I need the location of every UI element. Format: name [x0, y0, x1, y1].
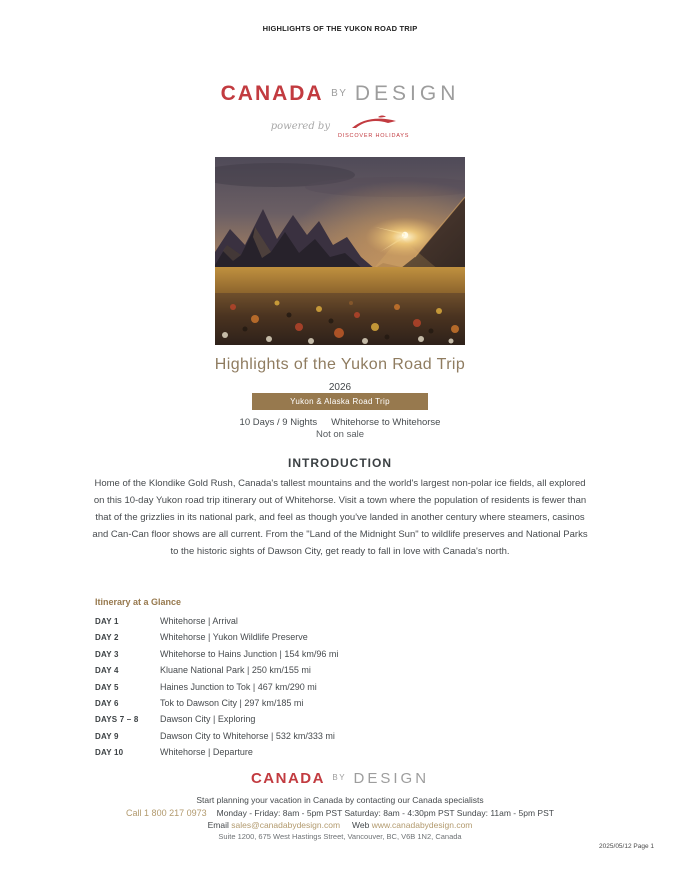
itinerary-row [95, 710, 515, 726]
itinerary-day-label: DAY 1 [95, 617, 119, 626]
itinerary-day-label: DAY 3 [95, 649, 119, 659]
itinerary-day-description: Tok to Dawson City | 297 km/185 mi [160, 697, 304, 708]
itinerary-row [95, 727, 515, 743]
itinerary-day-label: DAYS 7 – 8 [95, 715, 139, 725]
footer-phone-link[interactable]: Call 1 800 217 0973 [126, 808, 207, 818]
footer-contact-line [0, 820, 680, 830]
trip-category-badge: Yukon & Alaska Road Trip [252, 393, 428, 410]
discover-holidays-swoosh-icon [348, 115, 400, 132]
itinerary-row [95, 612, 515, 628]
trip-meta-line [0, 417, 680, 428]
itinerary-day-label: DAY 4 [95, 666, 119, 676]
introduction-paragraph: Home of the Klondike Gold Rush, Canada's tallest mountains and the world's largest non-polar ice fields, all explored on this 10-day Yukon road trip itinerary out of Whitehorse. Visit a town where the population of residents is fewer than that of the grizzlies in its national park, and feel as though you've landed in another century where steamers, casinos and Can-Can floor shows are all current. From the "Land of the Midnight Sun" to wildlife preserves and National Parks to the historic sights of Dawson City, get ready to fall in love with Canada's north. [92, 478, 588, 557]
itinerary-day-description: Dawson City to Whitehorse | 532 km/333 mi [160, 730, 335, 741]
logo-word-canada: CANADA [220, 82, 324, 105]
trip-duration: 10 Days / 9 Nights [239, 417, 318, 428]
itinerary-day-label: DAY 9 [95, 731, 119, 741]
powered-by-row [0, 115, 680, 139]
itinerary-heading: Itinerary at a Glance [95, 597, 182, 607]
discover-holidays-label: DISCOVER HOLIDAYS [337, 133, 410, 139]
itinerary-list [95, 612, 515, 760]
page-footer [0, 770, 680, 841]
itinerary-day-label: DAY 5 [95, 682, 119, 692]
footer-logo-word-by: BY [332, 773, 347, 782]
itinerary-day-description: Whitehorse | Yukon Wildlife Preserve [160, 632, 308, 643]
itinerary-row [95, 661, 515, 677]
itinerary-row [95, 694, 515, 710]
canada-by-design-wordmark [0, 82, 680, 106]
brand-logo [0, 82, 680, 139]
discover-holidays-logo [338, 115, 409, 139]
itinerary-day-description: Haines Junction to Tok | 467 km/290 mi [160, 681, 317, 692]
introduction-heading: INTRODUCTION [288, 456, 392, 470]
page-number-stamp: 2025/05/12 Page 1 [599, 843, 654, 850]
hero-photo-illustration [215, 157, 465, 345]
trip-route: Whitehorse to Whitehorse [331, 417, 441, 428]
itinerary-day-label: DAY 2 [95, 633, 119, 643]
trip-year: 2026 [328, 382, 352, 393]
itinerary-row [95, 678, 515, 694]
logo-word-by: BY [331, 88, 348, 99]
footer-logo-word-canada: CANADA [250, 770, 325, 787]
logo-word-design: DESIGN [354, 82, 460, 105]
footer-web-label: Web [352, 820, 370, 830]
footer-call-line [0, 808, 680, 818]
footer-address: Suite 1200, 675 West Hastings Street, Vancouver, BC, V6B 1N2, Canada [218, 832, 462, 841]
footer-hours: Monday - Friday: 8am - 5pm PST Saturday: 8am - 4:30pm PST Sunday: 11am - 5pm PST [216, 808, 554, 818]
itinerary-day-label: DAY 6 [95, 698, 119, 708]
footer-tagline: Start planning your vacation in Canada by contacting our Canada specialists [196, 795, 484, 805]
itinerary-day-description: Whitehorse | Departure [160, 747, 253, 758]
itinerary-day-description: Whitehorse to Hains Junction | 154 km/96 mi [160, 648, 339, 659]
footer-web-link[interactable]: www.canadabydesign.com [371, 820, 473, 830]
itinerary-day-label: DAY 10 [95, 748, 124, 758]
powered-by-label: powered by [270, 121, 330, 132]
itinerary-row [95, 645, 515, 661]
footer-brand-logo [0, 770, 680, 788]
itinerary-day-description: Whitehorse | Arrival [160, 616, 238, 626]
document-header-title: HIGHLIGHTS OF THE YUKON ROAD TRIP [262, 24, 418, 33]
itinerary-day-description: Kluane National Park | 250 km/155 mi [160, 665, 311, 676]
itinerary-row [95, 743, 515, 759]
hero-photo [215, 157, 465, 345]
trip-title: Highlights of the Yukon Road Trip [214, 356, 466, 373]
trip-sale-status: Not on sale [315, 429, 365, 440]
itinerary-day-description: Dawson City | Exploring [160, 714, 256, 725]
footer-logo-word-design: DESIGN [353, 770, 430, 787]
footer-email-label: Email [207, 820, 229, 830]
itinerary-row [95, 628, 515, 644]
footer-email-link[interactable]: sales@canadabydesign.com [231, 820, 341, 830]
